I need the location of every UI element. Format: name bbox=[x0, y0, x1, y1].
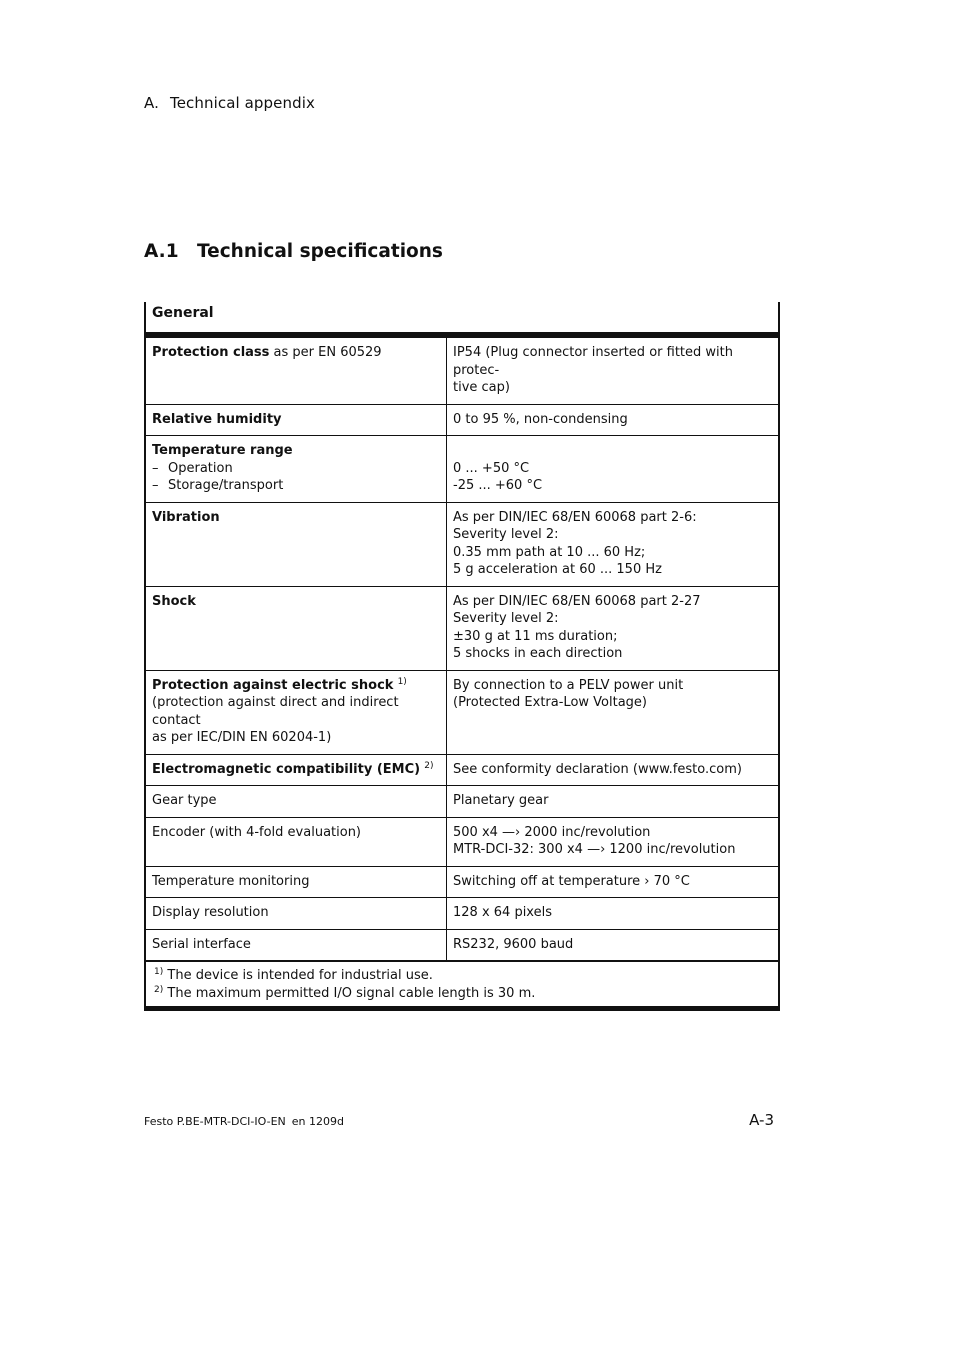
table-row bbox=[145, 754, 779, 786]
footer-doc-id: Festo P.BE-MTR-DCI-IO-EN bbox=[144, 1115, 286, 1128]
label-bold: Shock bbox=[152, 593, 196, 609]
row-value bbox=[447, 929, 780, 961]
row-value bbox=[447, 586, 780, 670]
value-line: -25 ... +60 °C bbox=[453, 478, 543, 493]
row-value bbox=[447, 436, 780, 503]
row-value bbox=[447, 754, 780, 786]
label-bold: Electromagnetic compatibility (EMC) bbox=[152, 761, 421, 777]
table-row bbox=[145, 502, 779, 586]
value-line: See conformity declaration (www.festo.com) bbox=[453, 761, 742, 777]
row-label: Temperature monitoring bbox=[145, 866, 447, 898]
row-label bbox=[145, 670, 447, 754]
table-row bbox=[145, 817, 779, 866]
section-number: A.1 bbox=[144, 241, 179, 262]
label-rest: as per EN 60529 bbox=[269, 345, 382, 360]
sub-item: – Storage/transport bbox=[152, 478, 284, 493]
value-line: Severity level 2: bbox=[453, 611, 559, 626]
footnote bbox=[154, 985, 772, 1003]
row-value bbox=[447, 338, 780, 405]
table-row bbox=[145, 436, 779, 503]
footnote bbox=[154, 967, 772, 985]
row-label: Gear type bbox=[145, 786, 447, 818]
section-heading: Technical specifications bbox=[197, 241, 443, 262]
spec-table bbox=[144, 337, 780, 961]
label-bold: Relative humidity bbox=[152, 411, 282, 427]
footer-doc-info bbox=[144, 1115, 344, 1128]
row-label bbox=[145, 436, 447, 503]
footnote-mark: 2) bbox=[154, 985, 164, 995]
section-title bbox=[144, 241, 443, 262]
value-line: Switching off at temperature › 70 °C bbox=[453, 873, 690, 889]
table-row bbox=[145, 929, 779, 961]
row-label bbox=[145, 586, 447, 670]
value-line: As per DIN/IEC 68/EN 60068 part 2-6: bbox=[453, 509, 697, 525]
value-line: 0 ... +50 °C bbox=[453, 460, 530, 476]
table-row bbox=[145, 586, 779, 670]
value-line: 5 shocks in each direction bbox=[453, 646, 623, 661]
row-value bbox=[447, 670, 780, 754]
table-row bbox=[145, 404, 779, 436]
table-row bbox=[145, 898, 779, 930]
label-line: (protection against direct and indirect contact bbox=[152, 695, 399, 728]
row-label bbox=[145, 404, 447, 436]
value-line: ±30 g at 11 ms duration; bbox=[453, 628, 618, 644]
footnote-mark: 1) bbox=[154, 967, 164, 977]
value-line: MTR-DCI-32: 300 x4 —› 1200 inc/revolution bbox=[453, 842, 736, 857]
row-value bbox=[447, 786, 780, 818]
row-label: Display resolution bbox=[145, 898, 447, 930]
value-line: RS232, 9600 baud bbox=[453, 936, 574, 952]
row-value bbox=[447, 404, 780, 436]
table-footnotes bbox=[144, 961, 780, 1011]
footnote-ref: 2) bbox=[424, 760, 434, 771]
value-line: 0.35 mm path at 10 ... 60 Hz; bbox=[453, 544, 646, 560]
row-label: Encoder (with 4-fold evaluation) bbox=[145, 817, 447, 866]
running-head bbox=[144, 94, 315, 112]
footnote-text: The maximum permitted I/O signal cable length is 30 m. bbox=[163, 986, 536, 1001]
value-line: 5 g acceleration at 60 ... 150 Hz bbox=[453, 562, 662, 577]
value-line: Severity level 2: bbox=[453, 527, 559, 542]
label-line: as per IEC/DIN EN 60204-1) bbox=[152, 730, 332, 745]
row-value bbox=[447, 866, 780, 898]
label-bold: Vibration bbox=[152, 509, 220, 525]
sub-item: – Operation bbox=[152, 460, 233, 476]
value-line: 0 to 95 %, non-condensing bbox=[453, 411, 628, 427]
table-row bbox=[145, 866, 779, 898]
row-label bbox=[145, 338, 447, 405]
value-line: 128 x 64 pixels bbox=[453, 905, 552, 920]
label-bold: Temperature range bbox=[152, 443, 293, 458]
chapter-title: Technical appendix bbox=[170, 94, 315, 112]
value-line: tive cap) bbox=[453, 380, 510, 395]
value-line: Planetary gear bbox=[453, 793, 549, 808]
row-value bbox=[447, 817, 780, 866]
row-label: Serial interface bbox=[145, 929, 447, 961]
specifications-table bbox=[144, 302, 780, 1011]
page-number: A-3 bbox=[749, 1111, 774, 1129]
footnote-text: The device is intended for industrial use. bbox=[163, 968, 433, 983]
value-line: By connection to a PELV power unit bbox=[453, 677, 684, 693]
chapter-number: A. bbox=[144, 94, 159, 112]
value-line: IP54 (Plug connector inserted or fitted with protec- bbox=[453, 345, 733, 378]
table-heading: General bbox=[144, 302, 780, 337]
row-label bbox=[145, 754, 447, 786]
table-row bbox=[145, 338, 779, 405]
table-row bbox=[145, 670, 779, 754]
row-value bbox=[447, 502, 780, 586]
value-line: 500 x4 —› 2000 inc/revolution bbox=[453, 824, 651, 840]
row-value bbox=[447, 898, 780, 930]
value-line: As per DIN/IEC 68/EN 60068 part 2-27 bbox=[453, 593, 701, 609]
table-row bbox=[145, 786, 779, 818]
value-line bbox=[453, 442, 772, 460]
value-line: (Protected Extra-Low Voltage) bbox=[453, 695, 647, 710]
footer-edition: en 1209d bbox=[291, 1115, 344, 1128]
footnote-ref: 1) bbox=[397, 676, 407, 687]
label-bold: Protection against electric shock bbox=[152, 677, 394, 693]
label-bold: Protection class bbox=[152, 345, 270, 360]
row-label bbox=[145, 502, 447, 586]
